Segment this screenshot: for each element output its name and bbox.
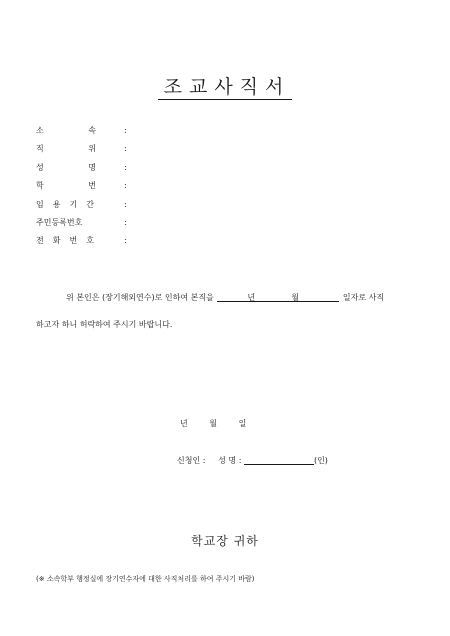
year-label: 년 [247,293,256,302]
field-resident-number [36,217,127,236]
signature-blank [244,455,314,465]
body-prefix: 위 본인은 (장기해외연수)로 인하여 본직을 [66,293,214,302]
field-colon: : [124,217,127,227]
field-label-char: 화 [52,236,61,246]
date-month: 월 [209,419,218,428]
field-colon: : [124,199,127,209]
field-label-char: 기 [69,199,78,209]
date-year: 년 [180,419,188,428]
field-position [36,144,127,162]
applicant-fields [36,126,127,255]
document-title: 조교사직서 [158,76,293,100]
signer-line [177,455,328,466]
field-label-char: 직 [36,144,44,154]
field-colon: : [124,236,127,246]
body-statement-line2: 하고자 하니 허락하여 주시기 바랍니다. [36,320,173,329]
resignation-date-blank [217,292,339,302]
field-label-char: 소 [36,126,44,135]
field-label-char: 명 [88,162,96,172]
signer-name-label: 성 명 : [218,456,242,465]
field-label-char: 전 [36,236,44,246]
body-statement-line1 [66,292,384,303]
document-title-wrap [0,76,450,100]
submission-date [180,418,265,429]
field-label-char: 번 [69,236,78,246]
field-colon: : [124,181,127,191]
field-label-char: 학 [36,181,44,191]
field-label-char: 용 [52,199,61,209]
field-label-char: 임 [36,199,44,209]
field-label-char: 간 [86,199,94,209]
field-label-char: 번 [88,181,96,191]
field-colon: : [124,162,127,172]
date-day: 일 [238,419,247,428]
body-suffix: 일자로 사직 [342,293,385,302]
field-label-char: 호 [86,236,94,246]
month-label: 월 [291,293,300,302]
field-label-char: 속 [88,126,96,135]
addressee: 학교장 귀하 [191,534,259,548]
footnote: (※ 소속학부 행정실에 장기연수자에 대한 사직처리를 하여 주시기 바람) [36,575,255,583]
field-label-char: 주민등록번호 [36,217,83,227]
field-label-char: 위 [88,144,96,154]
field-appointment-period [36,199,127,218]
field-colon: : [124,144,127,154]
field-student-id [36,181,127,199]
field-affiliation [36,126,127,144]
seal-mark: (인) [313,456,328,465]
field-label-char: 성 [36,162,44,172]
field-phone [36,236,127,254]
field-colon: : [124,126,127,135]
signer-label: 신청인 : [177,456,206,465]
field-name [36,162,127,181]
